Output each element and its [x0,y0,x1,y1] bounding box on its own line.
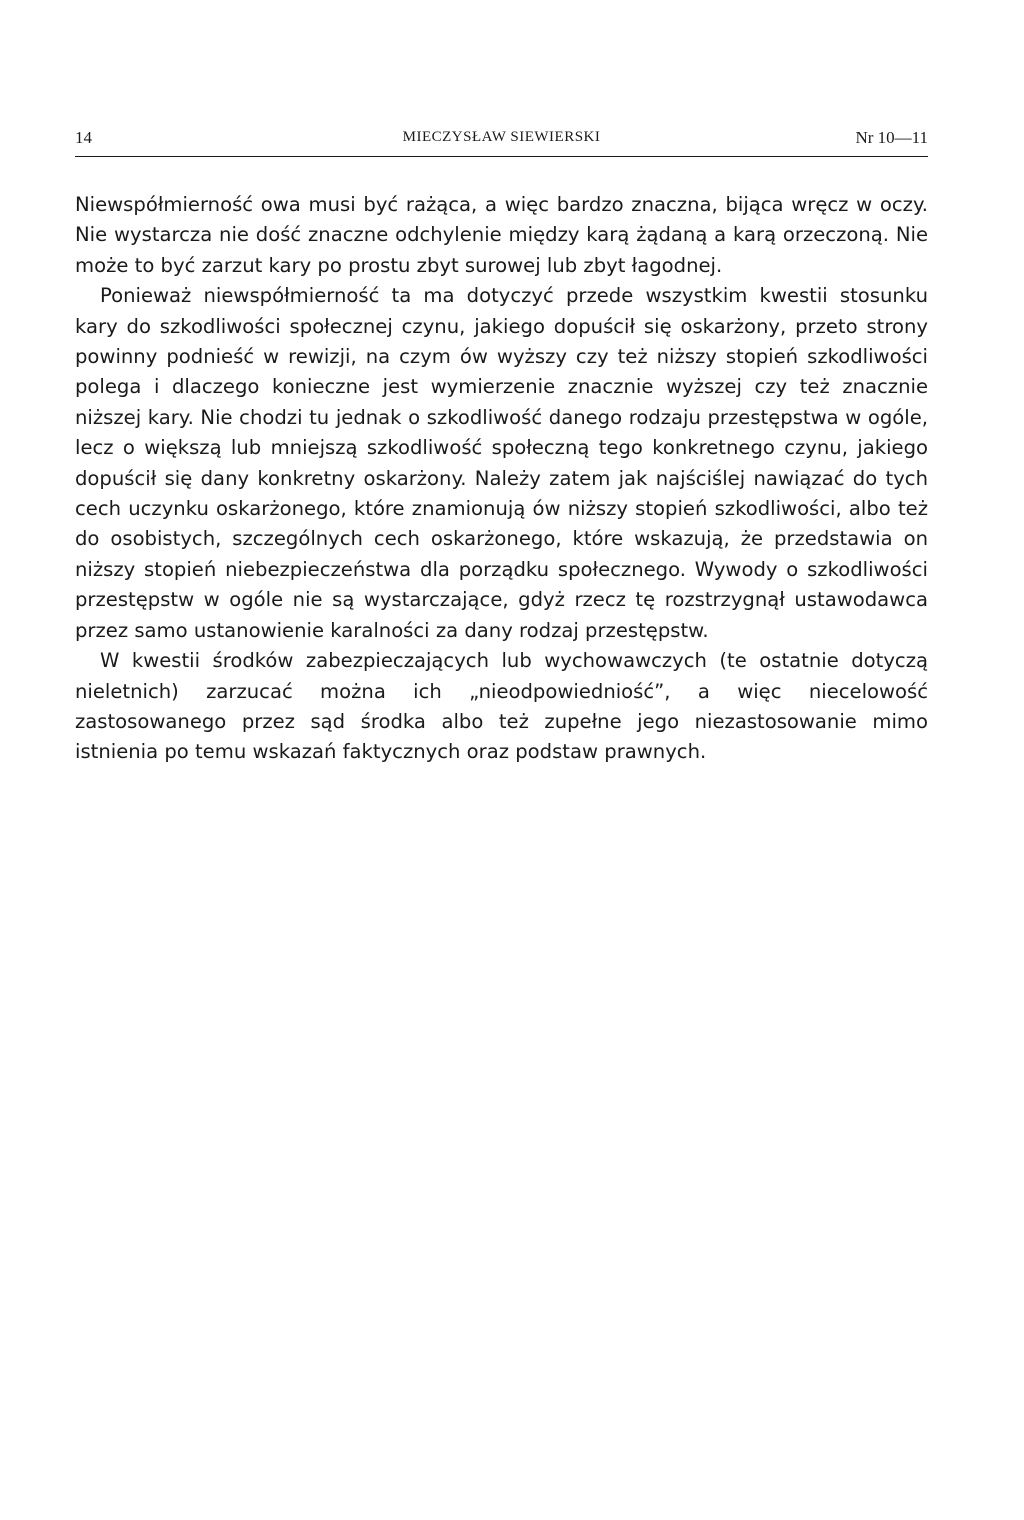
issue-number: Nr 10—11 [855,128,928,147]
header-rule [75,156,928,157]
page-header [75,128,928,150]
body-text [75,190,928,768]
paragraph: Ponieważ niewspółmierność ta ma dotyczyć przede wszystkim kwestii stosunku kary do szkodliwości społecznej czynu, jakiego dopuścił się oskarżony, przeto strony powinny podnieść w rewizji, na czym ów wyższy czy też niższy stopień szkodliwości polega i dlaczego konieczne jest wymierzenie znacznie wyższej czy też znacznie niższej kary. Nie chodzi tu jednak o szkodliwość danego rodzaju przestępstwa w ogóle, lecz o większą lub mniejszą szkodliwość społeczną tego konkretnego czynu, jakiego dopuścił się dany konkretny oskarżony. Należy zatem jak najściślej nawiązać do tych cech uczynku oskarżonego, które znamionują ów niższy stopień szkodliwości, albo też do osobistych, szczególnych cech oskarżonego, które wskazują, że przedstawia on niższy stopień niebezpieczeństwa dla porządku społecznego. Wywody o szkodliwości przestępstw w ogóle nie są wystarczające, gdyż rzecz tę rozstrzygnął ustawodawca przez samo ustanowienie karalności za dany rodzaj przestępstw. [75,284,928,642]
page-number: 14 [75,128,92,147]
running-title: MIECZYSŁAW SIEWIERSKI [402,129,601,145]
paragraph: W kwestii środków zabezpieczających lub wychowawczych (te ostatnie dotyczą nieletnich) zarzucać można ich „nieodpowiedniość”, a więc niecelowość zastosowanego przez sąd środka albo też zupełne jego niezastosowanie mimo istnienia po temu wskazań faktycznych oraz podstaw prawnych. [75,649,928,764]
paragraph: Niewspółmierność owa musi być rażąca, a więc bardzo znaczna, bijąca wręcz w oczy. Nie wystarcza nie dość znaczne odchylenie między karą żądaną a karą orzeczoną. Nie może to być zarzut kary po prostu zbyt surowej lub zbyt łagodnej. [75,193,928,277]
